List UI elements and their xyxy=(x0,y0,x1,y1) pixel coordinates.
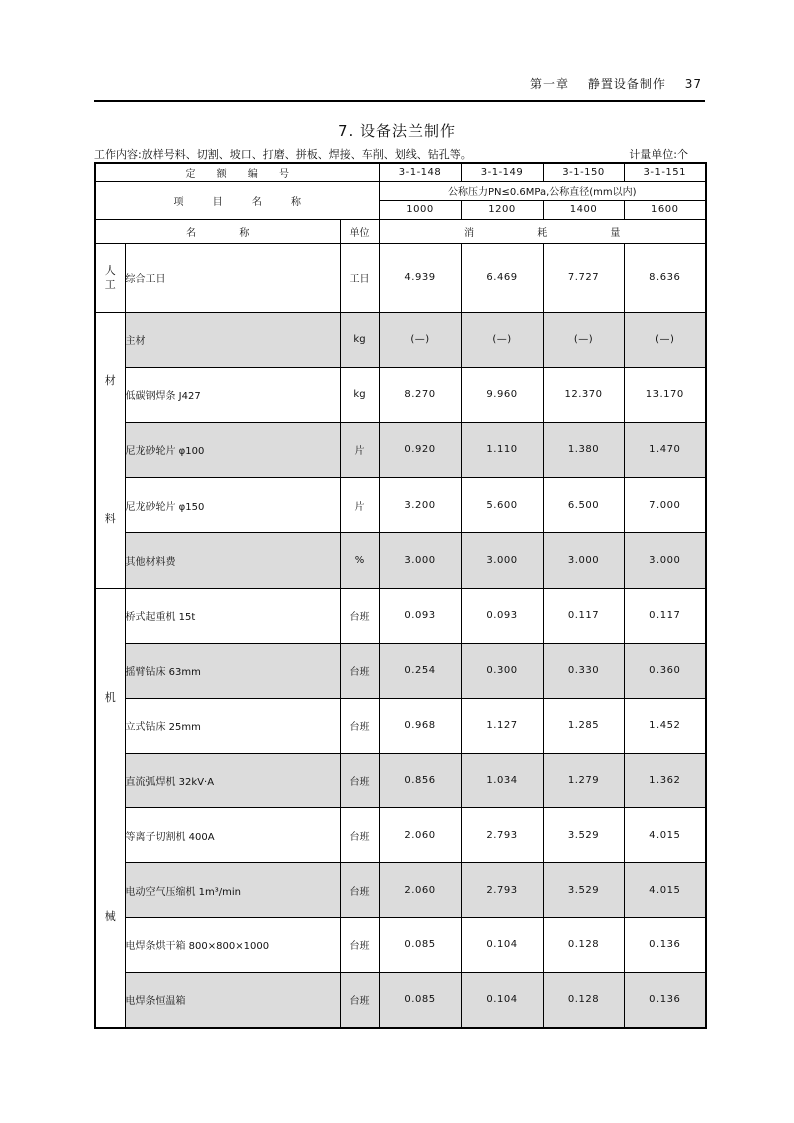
item-unit: 台班 xyxy=(340,917,379,972)
consumption-value: 0.330 xyxy=(543,643,624,698)
consumption-value: 7.000 xyxy=(624,478,706,533)
header-rule xyxy=(94,100,705,102)
item-unit: 台班 xyxy=(340,863,379,917)
item-name: 电动空气压缩机 1m³/min xyxy=(125,863,340,917)
quota-code: 3-1-148 xyxy=(379,163,461,181)
consumption-value: 0.254 xyxy=(379,643,461,698)
consumption-value: 2.793 xyxy=(461,808,543,863)
item-name-label: 项 目 名 称 xyxy=(95,181,379,219)
consumption-value: 8.270 xyxy=(379,367,461,422)
running-header xyxy=(516,75,702,92)
consumption-value: 1.362 xyxy=(624,754,706,808)
table-row xyxy=(95,478,706,533)
item-name: 主材 xyxy=(125,312,340,367)
consumption-value: 0.117 xyxy=(624,588,706,643)
item-unit: 台班 xyxy=(340,972,379,1027)
table-row xyxy=(95,917,706,972)
quota-code: 3-1-150 xyxy=(543,163,624,181)
consumption-value: 3.000 xyxy=(461,533,543,588)
consumption-value: 3.000 xyxy=(624,533,706,588)
diameter: 1600 xyxy=(624,200,706,219)
chapter-number: 第一章 xyxy=(530,77,570,91)
consumption-value: 1.380 xyxy=(543,422,624,477)
diameter: 1000 xyxy=(379,200,461,219)
table-row xyxy=(95,863,706,917)
item-name: 综合工日 xyxy=(125,243,340,312)
item-unit: kg xyxy=(340,312,379,367)
consumption-value: 0.128 xyxy=(543,972,624,1027)
item-unit: 工日 xyxy=(340,243,379,312)
table-row xyxy=(95,312,706,367)
col-consumption-label: 消 耗 量 xyxy=(379,219,706,243)
item-unit: 台班 xyxy=(340,588,379,643)
category-label: 人 工 xyxy=(95,243,125,312)
item-unit: % xyxy=(340,533,379,588)
section-title: 7. 设备法兰制作 xyxy=(337,122,457,140)
item-name: 桥式起重机 15t xyxy=(125,588,340,643)
consumption-value: 9.960 xyxy=(461,367,543,422)
consumption-value: 2.793 xyxy=(461,863,543,917)
item-unit: kg xyxy=(340,367,379,422)
col-unit-label: 单位 xyxy=(340,219,379,243)
consumption-value: 4.939 xyxy=(379,243,461,312)
consumption-value: 0.085 xyxy=(379,917,461,972)
consumption-value: 0.117 xyxy=(543,588,624,643)
consumption-value: 1.470 xyxy=(624,422,706,477)
item-unit: 台班 xyxy=(340,754,379,808)
table-row xyxy=(95,367,706,422)
item-unit: 片 xyxy=(340,478,379,533)
table-row xyxy=(95,422,706,477)
consumption-value: 6.500 xyxy=(543,478,624,533)
consumption-value: 7.727 xyxy=(543,243,624,312)
consumption-value: 5.600 xyxy=(461,478,543,533)
consumption-value: 1.285 xyxy=(543,698,624,753)
consumption-value: 13.170 xyxy=(624,367,706,422)
chapter-title: 静置设备制作 xyxy=(587,77,666,91)
item-name: 等离子切割机 400A xyxy=(125,808,340,863)
item-name: 尼龙砂轮片 φ100 xyxy=(125,422,340,477)
consumption-value: (—) xyxy=(379,312,461,367)
consumption-value: (—) xyxy=(543,312,624,367)
consumption-value: 0.104 xyxy=(461,917,543,972)
table-row xyxy=(95,588,706,643)
page-number: 37 xyxy=(684,77,702,91)
consumption-value: 0.968 xyxy=(379,698,461,753)
consumption-value: 6.469 xyxy=(461,243,543,312)
quota-code: 3-1-149 xyxy=(461,163,543,181)
item-unit: 台班 xyxy=(340,698,379,753)
consumption-value: 1.279 xyxy=(543,754,624,808)
consumption-value: 1.127 xyxy=(461,698,543,753)
category-label: 材 料 xyxy=(95,312,125,588)
table-row xyxy=(95,808,706,863)
consumption-value: 0.128 xyxy=(543,917,624,972)
category-label: 机 械 xyxy=(95,588,125,1028)
item-name: 摇臂钻床 63mm xyxy=(125,643,340,698)
col-name-label: 名 称 xyxy=(95,219,340,243)
consumption-value: 0.093 xyxy=(461,588,543,643)
consumption-value: 3.529 xyxy=(543,863,624,917)
work-content: 工作内容:放样号料、切割、坡口、打磨、拼板、焊接、车削、划线、钻孔等。 xyxy=(94,148,472,161)
table-row xyxy=(95,243,706,312)
item-unit: 台班 xyxy=(340,808,379,863)
item-unit: 台班 xyxy=(340,643,379,698)
table-row xyxy=(95,643,706,698)
item-name: 尼龙砂轮片 φ150 xyxy=(125,478,340,533)
consumption-value: 4.015 xyxy=(624,808,706,863)
consumption-value: 0.856 xyxy=(379,754,461,808)
consumption-value: 0.136 xyxy=(624,972,706,1027)
consumption-value: 0.136 xyxy=(624,917,706,972)
item-name: 电焊条恒温箱 xyxy=(125,972,340,1027)
consumption-value: 0.093 xyxy=(379,588,461,643)
consumption-value: 2.060 xyxy=(379,808,461,863)
table-row xyxy=(95,754,706,808)
item-name: 其他材料费 xyxy=(125,533,340,588)
consumption-value: (—) xyxy=(624,312,706,367)
consumption-value: 3.000 xyxy=(543,533,624,588)
consumption-value: 0.300 xyxy=(461,643,543,698)
consumption-value: 1.034 xyxy=(461,754,543,808)
consumption-value: 1.110 xyxy=(461,422,543,477)
consumption-value: 3.529 xyxy=(543,808,624,863)
quota-code-label: 定 额 编 号 xyxy=(95,163,379,181)
consumption-value: 0.104 xyxy=(461,972,543,1027)
table-row xyxy=(95,698,706,753)
quota-code: 3-1-151 xyxy=(624,163,706,181)
consumption-value: 3.200 xyxy=(379,478,461,533)
consumption-value: 4.015 xyxy=(624,863,706,917)
consumption-value: 12.370 xyxy=(543,367,624,422)
diameter: 1200 xyxy=(461,200,543,219)
table-row xyxy=(95,972,706,1027)
consumption-value: 0.085 xyxy=(379,972,461,1027)
consumption-value: 1.452 xyxy=(624,698,706,753)
table-row xyxy=(95,533,706,588)
item-name: 立式钻床 25mm xyxy=(125,698,340,753)
diameter: 1400 xyxy=(543,200,624,219)
param-label: 公称压力PN≤0.6MPa,公称直径(mm以内) xyxy=(379,181,706,200)
quota-table xyxy=(94,162,707,1029)
item-name: 低碳钢焊条 J427 xyxy=(125,367,340,422)
consumption-value: 3.000 xyxy=(379,533,461,588)
consumption-value: 0.360 xyxy=(624,643,706,698)
consumption-value: 8.636 xyxy=(624,243,706,312)
consumption-value: 2.060 xyxy=(379,863,461,917)
consumption-value: (—) xyxy=(461,312,543,367)
item-name: 直流弧焊机 32kV·A xyxy=(125,754,340,808)
item-name: 电焊条烘干箱 800×800×1000 xyxy=(125,917,340,972)
unit-note: 计量单位:个 xyxy=(629,148,688,161)
consumption-value: 0.920 xyxy=(379,422,461,477)
item-unit: 片 xyxy=(340,422,379,477)
